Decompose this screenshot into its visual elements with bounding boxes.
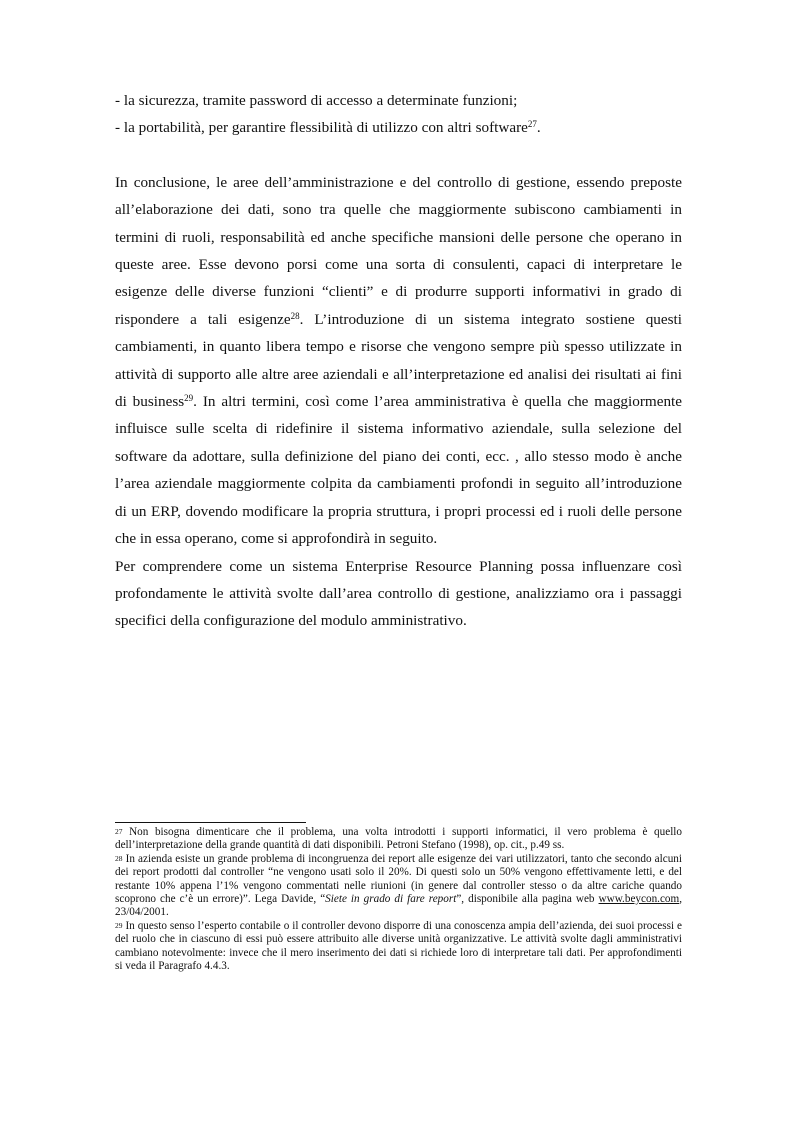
footnotes [115,826,682,973]
body-text [115,87,682,635]
bullet-portability: - la portabilità, per garantire flessibilità di utilizzo con altri software$^{27}$. [115,119,541,137]
paragraph-erp: Per comprendere come un sistema Enterprise Resource Planning possa influenzare così profondamente le attività svolte dall’area controllo di gestione, analizziamo ora i passaggi specifici della configurazione del modulo amministrativo. [115,557,682,630]
footnote-28: $^{28}$ In azienda esiste un grande problema di incongruenza dei report alle esigenze dei vari utilizzatori, tanto che secondo alcuni dei report prodotti dal controller “ne vengono usati solo il 20%. Di questi solo un 50% vengono effettivamente letti, e del restante 10% appena l’1% vengono commentati nelle riunioni (in genere dal controller stesso o da altre cariche quando scoprono che c’è un errore)”. Lega Davide, “Siete in grado di fare report”, disponibile alla pagina web www.beycon.com, 23/04/2001. [115,852,683,919]
footnote-29: $^{29}$ In questo senso l’esperto contabile o il controller devono disporre di una conoscenza ampia dell’azienda, dei suoi processi e del ruolo che in ciascuno di essi può essere attribuito alle diverse unità organizzative. Le attività svolte dagli amministrativi cambiano notevolmente: invece che il mero inserimento dei dati si richiede loro di interpretare tali dati. Per approfondimenti si veda il Paragrafo 4.4.3. [115,919,682,973]
footnote-28-title: Siete in grado di fare report [325,893,457,906]
beycon-link[interactable]: www.beycon.com [598,893,680,906]
footnote-ref-29[interactable]: 29 [184,393,194,404]
footnote-ref-28[interactable]: 28 [290,310,300,321]
bullet-security: - la sicurezza, tramite password di accesso a determinate funzioni; [115,92,518,109]
footnote-ref-27[interactable]: 27 [527,119,537,130]
footnote-27: $^{27}$ Non bisogna dimenticare che il problema, una volta introdotti i supporti informatici, il vero problema è quello dell’interpretazione della grande quantità di dati disponibili. Petroni Stefano (1998), op. cit., p.49 ss. [115,826,682,852]
footnote-separator [115,822,306,823]
paragraph-conclusion: In conclusione, le aree dell’amministrazione e del controllo di gestione, essendo preposte all’elaborazione dei dati, sono tra quelle che maggiormente subiscono cambiamenti in termini di ruoli, responsabilità ed anche specifiche mansioni delle persone che operano in queste aree. Esse devono porsi come una sorta di consulenti, capaci di interpretare le esigenze delle diverse funzioni “clienti” e di produrre supporti informativi in grado di rispondere a tali esigenze$^{28}$. L’introduzione di un sistema integrato sostiene questi cambiamenti, in quanto libera tempo e risorse che vengono sempre più spesso utilizzate in attività di supporto alle altre aree aziendali e all’interpretazione ed analisi dei risultati ai fini di business$^{29}$. In altri termini, così come l’area amministrativa è quella che maggiormente influisce sulle scelta di ridefinire il sistema informativo aziendale, sulla selezione del software da adottare, sulla definizione del piano dei conti, ecc. , allo stesso modo è anche l’area aziendale maggiormente colpita da cambiamenti profondi in seguito all’introduzione di un ERP, dovendo modificare la propria struttura, i propri processi ed i ruoli delle persone che in essa operano, come si approfondirà in seguito. [115,173,682,548]
